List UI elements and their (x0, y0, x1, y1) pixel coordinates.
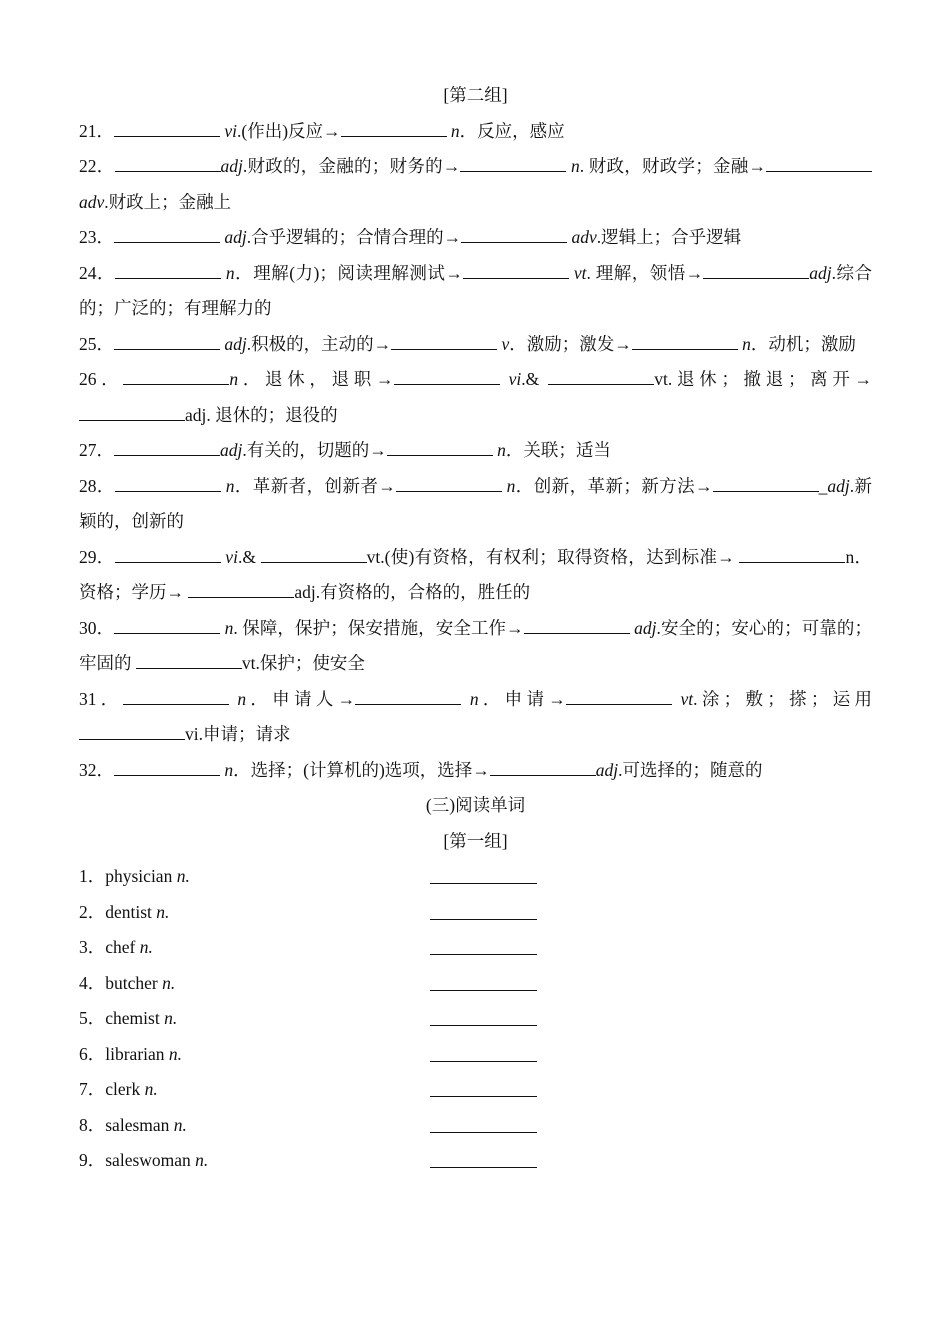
reading-word: clerk (105, 1079, 141, 1099)
part-of-speech: n (570, 156, 580, 176)
item-text: ．革新者，创新者→ (234, 475, 396, 496)
reading-word: librarian (105, 1043, 165, 1064)
group2-item-list (79, 114, 872, 789)
reading-word: chemist (105, 1008, 160, 1028)
part-of-speech: n (225, 262, 235, 283)
part-of-speech: v (501, 333, 510, 354)
item-text: .可选择的；随意的 (618, 759, 763, 780)
part-of-speech: n (742, 333, 751, 354)
reading-word: chef (105, 937, 136, 957)
vocab-item (79, 433, 872, 469)
item-number: 25． (79, 333, 114, 354)
answer-blank[interactable] (396, 477, 502, 492)
item-text: ．申请→ (478, 688, 566, 709)
item-text (461, 689, 470, 709)
reading-word: salesman (105, 1114, 170, 1135)
answer-blank[interactable] (387, 441, 493, 456)
answer-blank[interactable] (261, 548, 367, 563)
answer-blank[interactable] (490, 761, 596, 776)
reading-word-row (79, 1143, 872, 1179)
vocab-item (79, 611, 872, 682)
vocab-item (79, 327, 872, 363)
item-text: .积极的，主动的→ (246, 333, 392, 354)
row-number: 5． (79, 1008, 106, 1028)
reading-word: dentist (105, 901, 152, 922)
row-number: 9． (79, 1150, 106, 1170)
answer-blank[interactable] (188, 583, 294, 598)
part-of-speech: n (497, 440, 506, 460)
part-of-speech: vt (573, 262, 587, 283)
item-text: ．理解(力)；阅读理解测试→ (234, 262, 463, 283)
row-number: 3． (79, 937, 106, 957)
item-text: .合乎逻辑的；合情合理的→ (246, 227, 462, 247)
answer-blank[interactable] (114, 761, 220, 776)
answer-blank[interactable] (703, 264, 809, 279)
answer-blank[interactable] (430, 905, 537, 920)
item-text: .财政的，金融的；财务的→ (242, 156, 461, 176)
item-text: ．申请人→ (246, 688, 356, 709)
part-of-speech: n (224, 759, 234, 780)
answer-blank[interactable] (632, 335, 738, 350)
part-of-speech: n. (139, 937, 153, 957)
item-number: 26． (79, 369, 124, 389)
item-text: .安全的；安心的；可靠的；牢固的 (79, 617, 872, 673)
reading-word-row (79, 1001, 872, 1037)
answer-blank[interactable] (136, 654, 242, 669)
part-of-speech: n. (156, 901, 170, 922)
item-number: 29． (79, 546, 115, 567)
part-of-speech: n (225, 475, 235, 496)
vocab-item (79, 362, 872, 433)
answer-blank[interactable] (114, 228, 220, 243)
part-of-speech: n. (168, 1043, 183, 1064)
answer-blank[interactable] (115, 157, 221, 172)
part-of-speech: vi (224, 120, 238, 141)
item-number: 32． (79, 759, 114, 780)
answer-blank[interactable] (430, 1153, 537, 1168)
part-of-speech: adj (224, 333, 247, 354)
item-text: .逻辑上；合乎逻辑 (596, 227, 742, 247)
answer-blank[interactable] (430, 1047, 537, 1062)
part-of-speech: adj (220, 440, 243, 460)
part-of-speech: n (237, 688, 247, 709)
part-of-speech: n (450, 120, 460, 141)
part-of-speech: adj (220, 156, 243, 176)
answer-blank[interactable] (430, 976, 537, 991)
vocab-item (79, 149, 872, 220)
item-text: ．关联；适当 (505, 440, 611, 460)
part-of-speech: n. (162, 972, 176, 993)
item-number: 21． (79, 120, 114, 141)
reading-word-row (79, 1072, 872, 1108)
answer-blank[interactable] (430, 869, 537, 884)
part-of-speech: adv (571, 227, 597, 247)
item-text: ．退休，退职→ (238, 369, 394, 389)
item-text: ．创新，革新；新方法→ (515, 475, 713, 496)
blank-gap: adj (294, 582, 316, 602)
reading-word: butcher (105, 972, 158, 993)
item-text: ．激励；激发→ (509, 333, 632, 354)
item-number: 27． (79, 440, 114, 460)
item-text: _ (818, 475, 828, 496)
part-of-speech: n. (195, 1150, 209, 1170)
answer-blank[interactable] (115, 264, 221, 279)
reading-word-row (79, 859, 872, 895)
item-number: 24． (79, 262, 116, 283)
reading-word-row (79, 1108, 872, 1144)
vocab-item (79, 540, 872, 611)
row-number: 8． (79, 1114, 106, 1135)
part-of-speech: n. (173, 1114, 187, 1135)
item-text: .新颖的，创新的 (79, 475, 873, 531)
item-text: .涂；敷；搽；运用 (693, 688, 873, 709)
blank-gap: vt (241, 653, 256, 673)
part-of-speech: adv (79, 191, 105, 212)
answer-blank[interactable] (114, 335, 220, 350)
item-text: .有关的，切题的→ (242, 440, 387, 460)
reading-word: physician (105, 866, 173, 886)
item-text: .& (521, 369, 549, 389)
reading-word-list (79, 859, 872, 1179)
answer-blank[interactable] (766, 157, 872, 172)
part-of-speech: adj (827, 475, 850, 496)
answer-blank[interactable] (114, 441, 220, 456)
item-text: ．动机；激励 (750, 333, 856, 354)
part-of-speech: adj (595, 759, 619, 780)
part-of-speech: n (506, 475, 516, 496)
vocab-item (79, 682, 872, 753)
answer-blank[interactable] (739, 548, 845, 563)
item-number: 28． (79, 475, 115, 496)
answer-blank[interactable] (355, 690, 461, 705)
vocab-item (79, 114, 872, 150)
group1-title: [第一组] (443, 830, 508, 851)
row-number: 4． (79, 972, 106, 993)
answer-blank[interactable] (566, 690, 672, 705)
reading-word-row (79, 966, 872, 1002)
answer-blank[interactable] (713, 477, 819, 492)
vocab-item (79, 220, 872, 256)
row-number: 1． (79, 866, 106, 886)
item-text: .& (237, 546, 261, 567)
vocab-item (79, 753, 872, 789)
answer-blank[interactable] (463, 264, 569, 279)
answer-blank[interactable] (123, 690, 229, 705)
vocab-item (79, 469, 872, 540)
part-of-speech: n. (176, 866, 190, 886)
item-text: . 保障，保护；保安措施，安全工作→ (233, 617, 524, 638)
reading-word-row (79, 895, 872, 931)
part-of-speech: n. (144, 1079, 158, 1099)
item-text (672, 689, 681, 709)
answer-blank[interactable] (391, 335, 497, 350)
answer-blank[interactable] (461, 228, 567, 243)
reading-word: saleswoman (105, 1150, 191, 1170)
item-text: .有资格的，合格的，胜任的 (315, 582, 531, 602)
row-number: 2． (79, 901, 106, 922)
answer-blank[interactable] (341, 122, 447, 137)
part-of-speech: adj (634, 617, 657, 638)
answer-blank[interactable] (114, 122, 220, 137)
answer-blank[interactable] (548, 370, 654, 385)
answer-blank[interactable] (460, 157, 566, 172)
item-text: . 理解，领悟→ (586, 262, 704, 283)
section3-title: (三)阅读单词 (425, 795, 526, 815)
reading-word-row (79, 930, 872, 966)
answer-blank[interactable] (430, 1082, 537, 1097)
item-text: .退休；撤退；离开→ (667, 369, 873, 389)
answer-blank[interactable] (430, 1118, 537, 1133)
row-number: 6． (79, 1043, 106, 1064)
item-text: ．资格；学历→ (79, 546, 873, 602)
answer-blank[interactable] (524, 619, 630, 634)
part-of-speech: vt (680, 688, 694, 709)
item-text: .财政上；金融上 (104, 191, 232, 212)
answer-blank[interactable] (114, 619, 220, 634)
item-text: .申请；请求 (198, 724, 291, 744)
blank-gap: n (845, 546, 855, 567)
item-text: ．反应，感应 (459, 120, 565, 141)
item-text: .保护；使安全 (255, 653, 365, 673)
answer-blank[interactable] (79, 406, 185, 421)
answer-blank[interactable] (430, 1011, 537, 1026)
blank-gap: vi (185, 724, 199, 744)
answer-blank[interactable] (394, 370, 500, 385)
item-text: .(作出)反应→ (237, 120, 341, 141)
item-number: 30． (79, 617, 115, 638)
item-text: . 财政，财政学；金融→ (579, 156, 767, 176)
item-text (500, 369, 509, 389)
item-text (229, 689, 238, 709)
item-number: 23． (79, 227, 114, 247)
part-of-speech: adj (809, 262, 832, 283)
answer-blank[interactable] (115, 477, 221, 492)
item-number: 22． (79, 156, 115, 176)
item-text: . 退休的；退役的 (206, 404, 338, 425)
part-of-speech: vi (508, 369, 522, 389)
part-of-speech: vi (225, 546, 238, 567)
part-of-speech: n (469, 688, 479, 709)
item-text: ．选择；(计算机的)选项，选择→ (233, 759, 490, 780)
blank-gap: vt (654, 369, 668, 389)
group2-title: [第二组] (443, 85, 508, 105)
answer-blank[interactable] (123, 370, 229, 385)
item-number: 31． (79, 688, 123, 709)
blank-gap: adj (185, 404, 207, 425)
blank-gap: vt (366, 546, 381, 567)
answer-blank[interactable] (115, 548, 221, 563)
part-of-speech: n (229, 369, 239, 389)
answer-blank[interactable] (430, 940, 537, 955)
vocab-item (79, 256, 872, 327)
row-number: 7． (79, 1079, 106, 1099)
reading-word-row (79, 1037, 872, 1073)
part-of-speech: n. (164, 1008, 178, 1028)
worksheet-content (79, 78, 872, 1179)
item-text: .(使)有资格，有权利；取得资格，达到标准→ (380, 546, 735, 567)
part-of-speech: adj (224, 227, 247, 247)
answer-blank[interactable] (79, 725, 185, 740)
part-of-speech: n (224, 617, 234, 638)
item-text: .综合的；广泛的；有理解力的 (79, 262, 873, 318)
